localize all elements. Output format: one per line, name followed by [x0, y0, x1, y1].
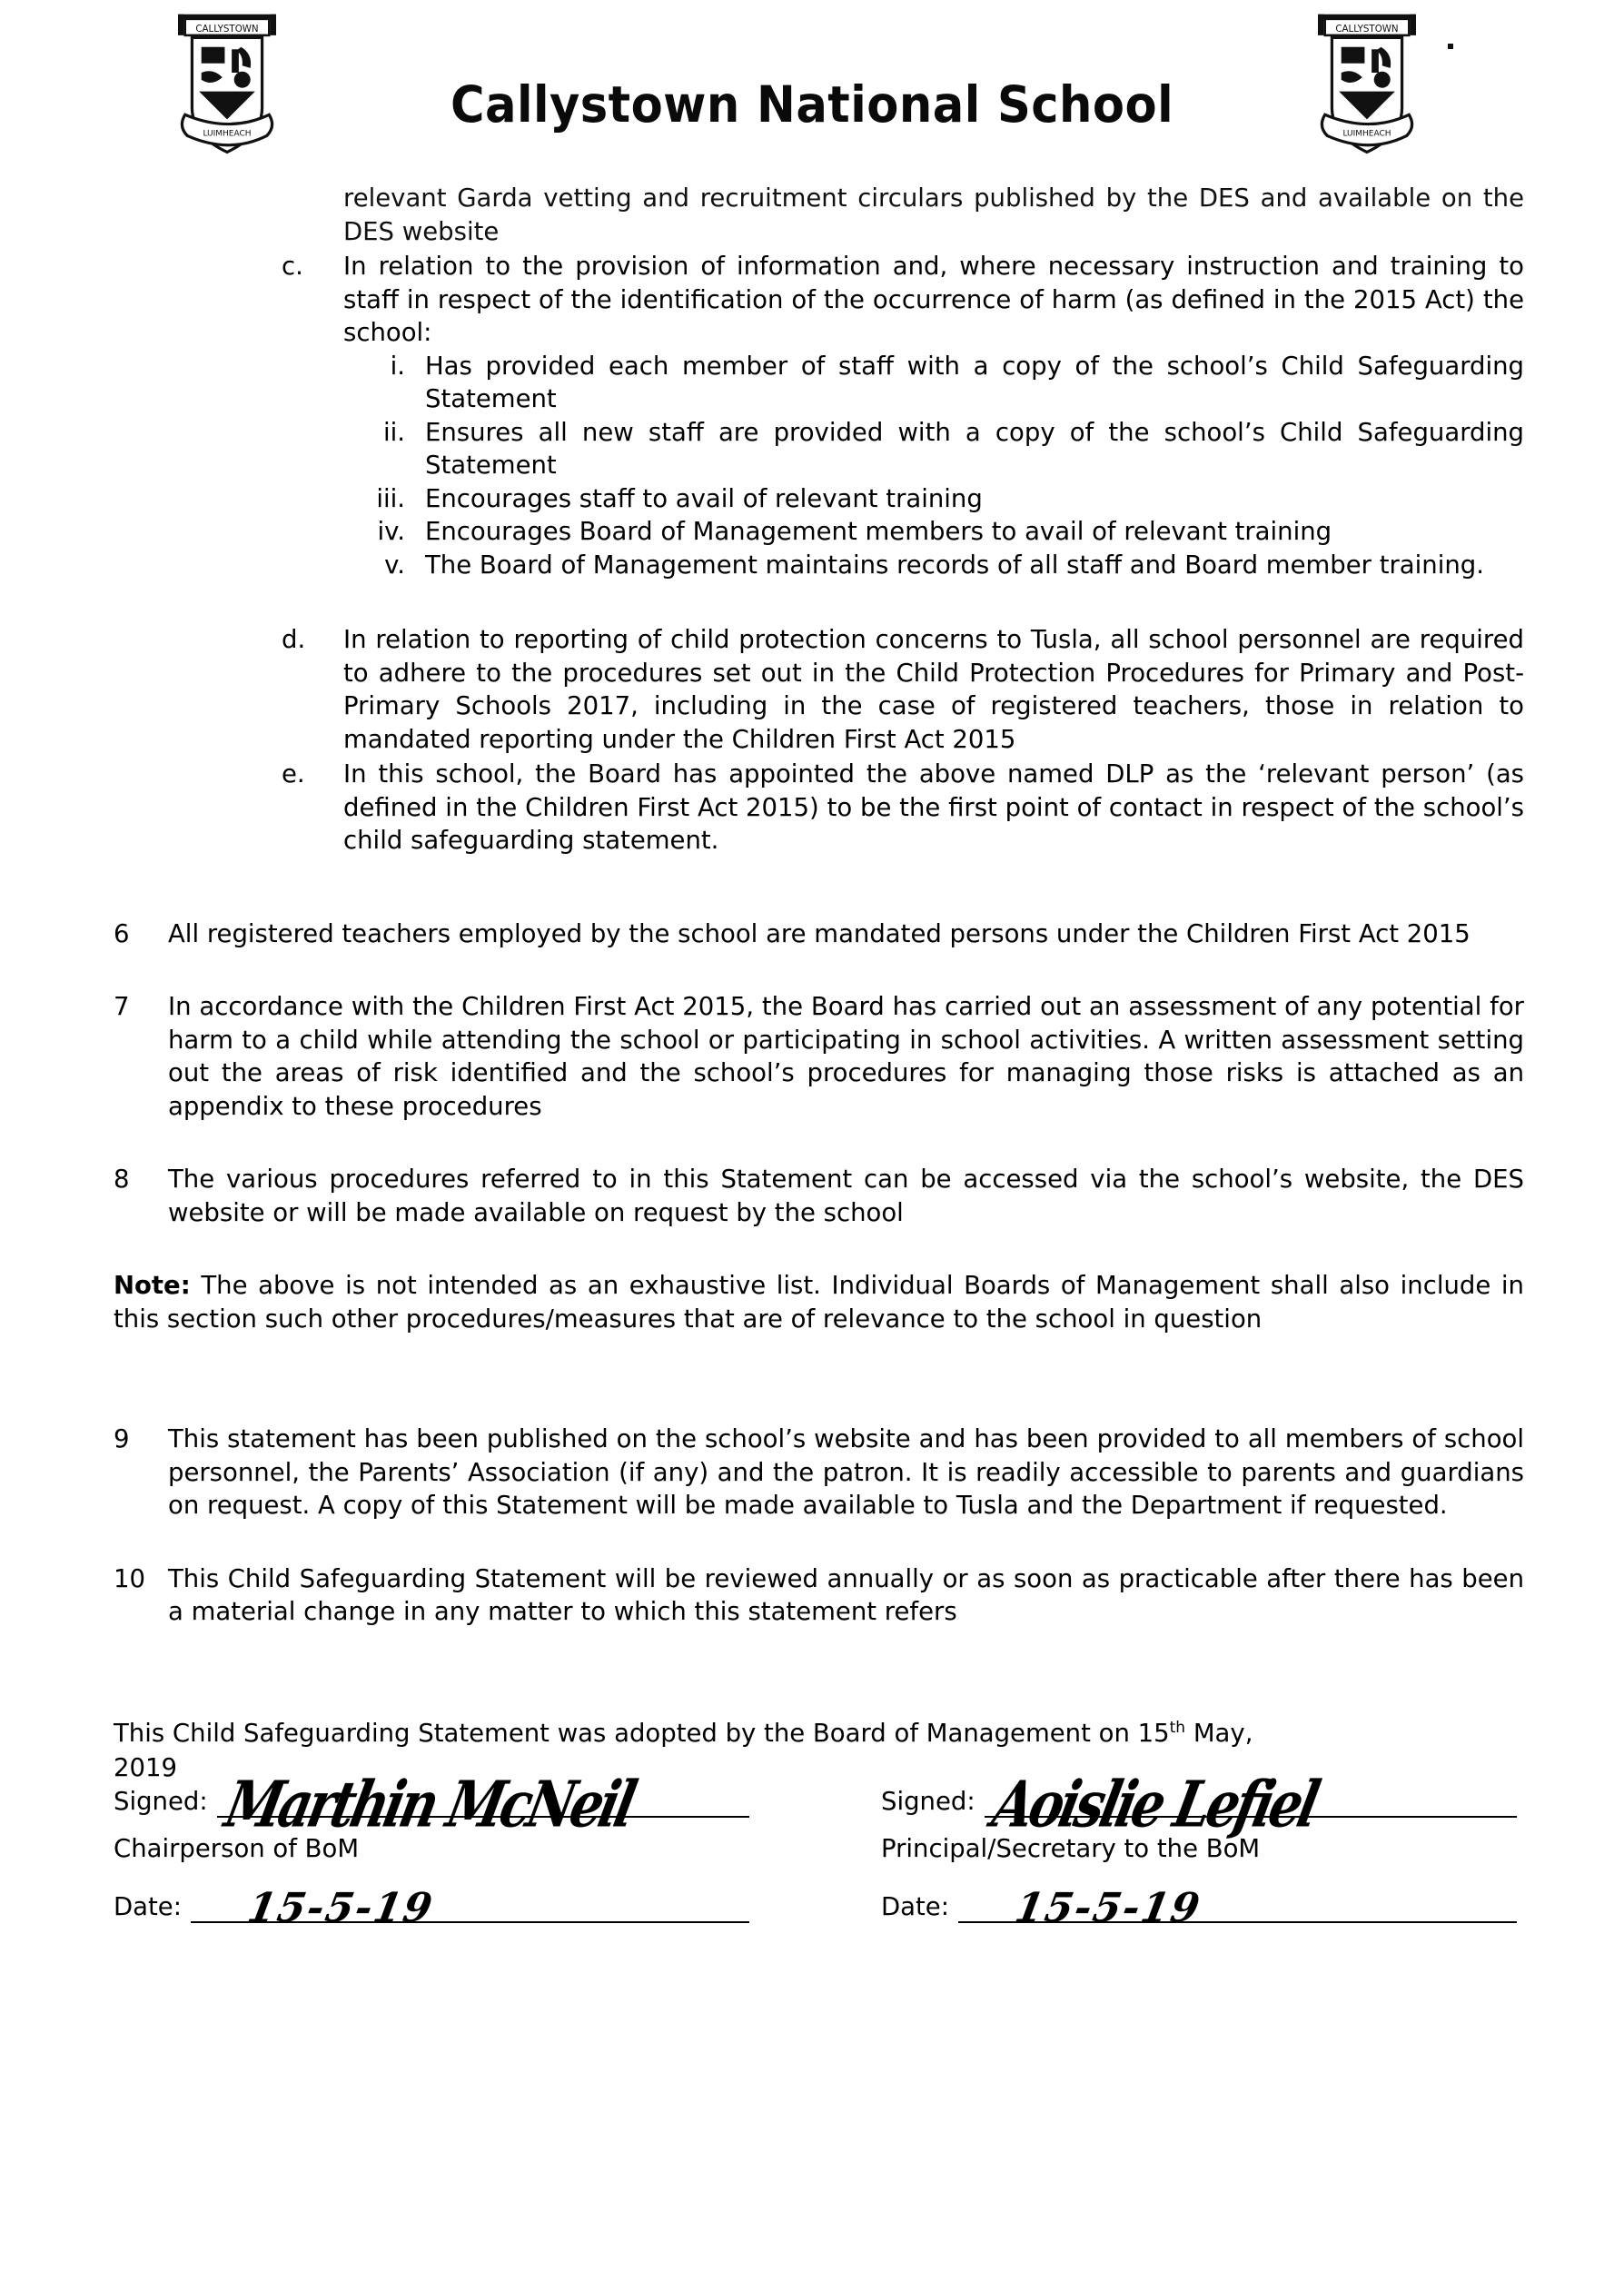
handwritten-signature-chairperson: Marthin McNeil [218, 1766, 639, 1842]
list-marker-d: d. [282, 625, 306, 654]
signed-row-principal [881, 1766, 1517, 1842]
date-label-chairperson: Date: [114, 1891, 182, 1921]
list-text-c: In relation to the provision of information and, where necessary instruction and training to staff in respect of the identification of the occurrence of harm (as defined in the 2015 Act) the school: [343, 252, 1524, 347]
list-text-c-iii: Encourages staff to avail of relevant training [425, 483, 983, 513]
date-line-principal[interactable] [958, 1884, 1517, 1931]
list-text-e: In this school, the Board has appointed the above named DLP as the ‘relevant person’ (as defined in the Children First Act 2015) to be the first point of contact in respect of the school’s child safeguarding statement. [343, 759, 1524, 855]
list-text-9: This statement has been published on the school’s website and has been provided to all members of school personnel, the Parents’ Association (if any) and the patron. It is readily accessible to parents and guardians on request. A copy of this Statement will be made available to Tusla and the Department if requested. [168, 1424, 1524, 1520]
svg-text:CALLYSTOWN: CALLYSTOWN [195, 24, 259, 35]
adoption-ordinal-suffix: th [1169, 1718, 1186, 1737]
signed-label-chairperson: Signed: [114, 1786, 208, 1816]
list-marker-8: 8 [114, 1165, 130, 1194]
list-item-c-iii [363, 482, 1524, 516]
list-text-c-ii: Ensures all new staff are provided with a copy of the school’s Child Safeguarding Statement [425, 417, 1524, 480]
date-row-principal [881, 1884, 1517, 1931]
list-marker-c-i: i. [390, 351, 405, 381]
list-item-c-i [363, 350, 1524, 416]
list-item-10 [114, 1562, 1524, 1629]
note-label: Note: [114, 1271, 191, 1300]
date-row-chairperson [114, 1884, 749, 1931]
list-text-c-i: Has provided each member of staff with a copy of the school’s Child Safeguarding Statement [425, 351, 1524, 413]
list-item-8 [114, 1163, 1524, 1229]
list-marker-c-v: v. [384, 550, 405, 580]
list-marker-c-ii: ii. [382, 417, 405, 447]
note-text: The above is not intended as an exhaustive list. Individual Boards of Management shall also include in this section such other procedures/measures that are of relevance to the school in question [114, 1271, 1524, 1334]
list-marker-6: 6 [114, 918, 130, 948]
list-text-7: In accordance with the Children First Act 2015, the Board has carried out an assessment of any potential for harm to a child while attending the school or participating in school activities. A written assessment setting out the areas of risk identified and the school’s procedures for managing those risks is attached as an appendix to these procedures [168, 992, 1524, 1121]
list-marker-e: e. [282, 759, 305, 788]
signature-column-principal [881, 1766, 1517, 1931]
signature-line-principal[interactable] [985, 1766, 1517, 1842]
list-item-c [282, 250, 1524, 350]
handwritten-signature-principal: Aoislie Lefiel [985, 1766, 1322, 1842]
list-text-10: This Child Safeguarding Statement will be reviewed annually or as soon as practicable after there has been a material change in any matter to which this statement refers [168, 1563, 1524, 1626]
handwritten-date-chairperson: 15-5-19 [243, 1884, 438, 1931]
list-item-9 [114, 1423, 1524, 1522]
list-item-e [282, 758, 1524, 858]
date-label-principal: Date: [881, 1891, 949, 1921]
list-item-7 [114, 990, 1524, 1123]
list-marker-c-iii: iii. [376, 483, 405, 513]
list-item-c-iv [363, 515, 1524, 549]
svg-text:LUIMHEACH: LUIMHEACH [203, 129, 252, 139]
scan-artifact-dot [1448, 44, 1453, 49]
list-text-c-iv: Encourages Board of Management members to avail of relevant training [425, 517, 1332, 546]
list-marker-9: 9 [114, 1424, 130, 1453]
list-marker-10: 10 [114, 1563, 145, 1593]
adoption-statement [114, 1716, 1524, 1785]
svg-text:LUIMHEACH: LUIMHEACH [1342, 129, 1391, 139]
list-item-6 [114, 917, 1524, 951]
list-text-6: All registered teachers employed by the school are mandated persons under the Children First Act 2015 [168, 918, 1471, 948]
school-crest-icon-left [168, 7, 286, 171]
list-item-c-v [363, 549, 1524, 582]
adoption-text-part1: This Child Safeguarding Statement was adopted by the Board of Management on 15 [114, 1718, 1170, 1748]
adoption-year: 2019 [114, 1752, 177, 1782]
list-text-8: The various procedures referred to in this Statement can be accessed via the school’s website, the DES website or will be made available on request by the school [168, 1165, 1524, 1227]
note-paragraph [114, 1269, 1524, 1335]
list-item-d [282, 623, 1524, 756]
list-marker-c-iv: iv. [377, 517, 405, 546]
list-text-c-v: The Board of Management maintains records of all staff and Board member training. [425, 550, 1484, 580]
signed-label-principal: Signed: [881, 1786, 975, 1816]
adoption-text-part2: May, [1185, 1718, 1253, 1748]
signature-role-principal: Principal/Secretary to the BoM [881, 1833, 1261, 1863]
signature-role-chairperson: Chairperson of BoM [114, 1833, 360, 1863]
school-crest-icon-right [1308, 7, 1426, 171]
list-marker-7: 7 [114, 992, 130, 1021]
document-header [0, 0, 1624, 182]
paragraph-continuation-b: relevant Garda vetting and recruitment circulars published by the DES and available on the DES website [343, 183, 1524, 246]
document-body [0, 182, 1624, 1994]
date-line-chairperson[interactable] [191, 1884, 749, 1931]
list-marker-c: c. [282, 252, 303, 281]
page-title: Callystown National School [450, 75, 1174, 134]
signature-line-chairperson[interactable] [217, 1766, 749, 1842]
handwritten-date-principal: 15-5-19 [1011, 1884, 1205, 1931]
list-item-c-ii [363, 416, 1524, 482]
list-text-d: In relation to reporting of child protection concerns to Tusla, all school personnel are required to adhere to the procedures set out in the Child Protection Procedures for Primary and Post-Primary Schools 2017, including in the case of registered teachers, those in relation to mandated reporting under the Children First Act 2015 [343, 625, 1524, 754]
svg-text:CALLYSTOWN: CALLYSTOWN [1335, 24, 1399, 35]
